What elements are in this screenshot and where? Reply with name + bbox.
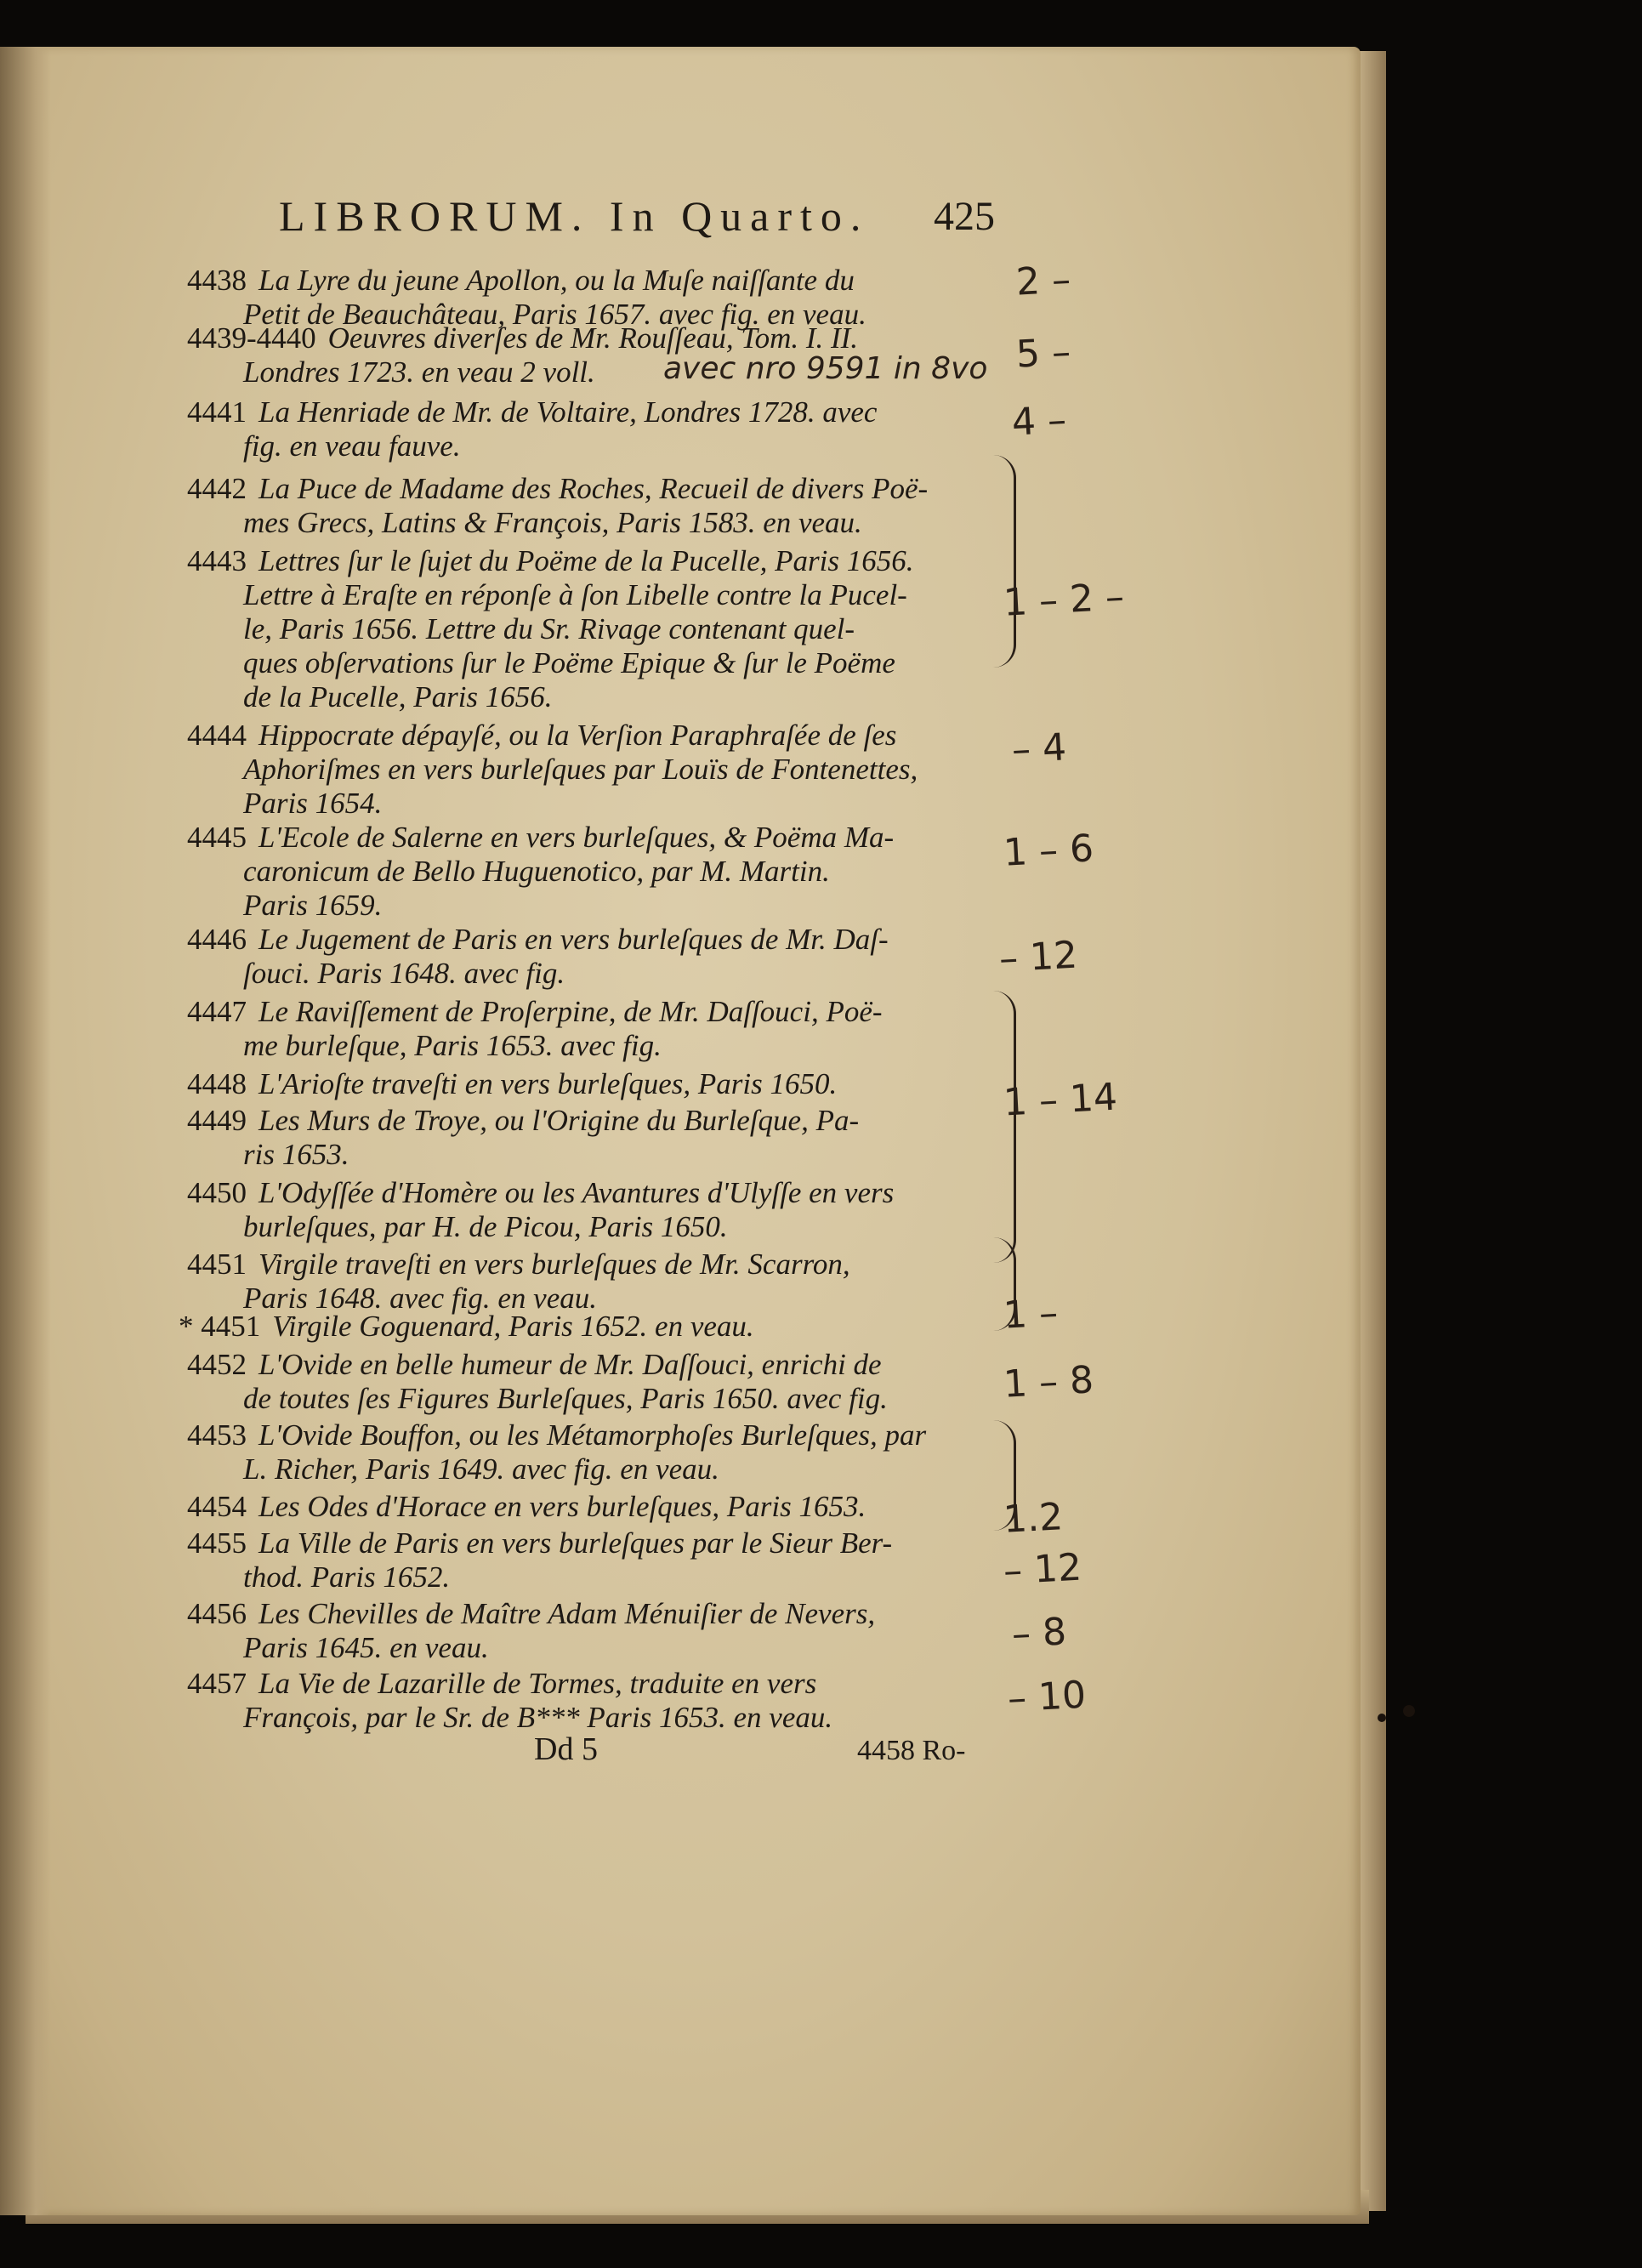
catalog-entry [179,1310,754,1344]
entry-number: 4455 [187,1526,247,1560]
catalog-entry [187,1490,866,1524]
entry-continuation-line: François, par le Sr. de B*** Paris 1653. en veau. [243,1701,833,1734]
entry-title: L'Arioſte traveſti en vers burleſques, Paris 1650. [259,1067,838,1100]
catalog-entry [187,395,877,463]
entry-number: 4452 [187,1348,247,1381]
entry-number: 4445 [187,821,247,854]
price-mark: 1 – 14 [1002,1075,1119,1125]
entry-first-line [187,1176,894,1210]
entry-title: L'Ovide en belle humeur de Mr. Daſſouci, enrichi de [259,1348,882,1381]
price-mark: 1 – [1002,1291,1060,1338]
catalog-entry [187,1067,837,1101]
entry-number: 4441 [187,395,247,429]
entry-continuation-line: Aphoriſmes en vers burleſques par Louïs de Fontenettes, [243,753,918,786]
entry-continuation-line: burleſques, par H. de Picou, Paris 1650. [243,1210,728,1243]
entry-number: 4446 [187,923,247,956]
catalog-entry [187,321,988,389]
entry-first-line [187,544,914,578]
entry-first-line [187,1667,832,1701]
entry-continuation-line: Lettre à Eraſte en réponſe à ſon Libelle contre la Pucel- [243,578,907,611]
entry-title: La Lyre du jeune Apollon, ou la Muſe naiſſante du [259,264,855,297]
entry-continuation-line: de toutes ſes Figures Burleſques, Paris 1650. avec fig. [243,1382,888,1415]
entry-first-line [187,995,883,1029]
catalog-entry [187,1418,926,1486]
price-mark: 1 – 6 [1002,827,1095,875]
catalog-entry [187,719,918,821]
price-mark: – 12 [1002,1545,1083,1594]
entry-title: La Henriade de Mr. de Voltaire, Londres 1728. avec [259,395,878,429]
entry-number: 4442 [187,472,247,505]
entry-continuation-line: ris 1653. [243,1138,349,1171]
catalog-entry [187,1176,894,1244]
entry-title: Le Jugement de Paris en vers burleſques de Mr. Daſ- [259,923,889,956]
entry-continuation-line: ſouci. Paris 1648. avec fig. [243,957,565,990]
catalog-entry [187,1104,859,1172]
entry-title: Le Raviſſement de Proſerpine, de Mr. Daſſouci, Poë- [259,995,883,1028]
catalog-entry [187,821,894,923]
entry-continuation-line: mes Grecs, Latins & François, Paris 1583. en veau. [243,506,862,539]
entry-first-line [187,1104,859,1138]
gutter-shadow [0,47,51,2215]
entry-number: 4454 [187,1490,247,1523]
handwritten-brace [993,1420,1016,1531]
entry-title: Les Odes d'Horace en vers burleſques, Paris 1653. [259,1490,866,1523]
price-mark: – 8 [1010,1610,1068,1657]
entry-number: * 4451 [179,1310,261,1343]
entry-first-line [179,1310,754,1344]
entry-continuation-line: Londres 1723. en veau 2 voll. [243,355,595,389]
entry-continuation-line: thod. Paris 1652. [243,1560,451,1594]
entry-number: 4448 [187,1067,247,1100]
entry-first-line [187,1418,926,1452]
entry-continuation-line: Paris 1659. [243,889,383,922]
catalog-entry [187,1348,888,1416]
entry-continuation-line: Paris 1654. [243,787,383,820]
entry-first-line [187,923,889,957]
catalog-entry [187,1248,850,1316]
ink-blot [1403,1705,1415,1717]
entry-first-line [187,1597,875,1631]
entry-continuation-line: fig. en veau fauve. [243,429,461,463]
entry-first-line [187,395,877,429]
entry-number: 4443 [187,544,247,577]
running-title: LIBRORUM. In Quarto. [279,192,870,240]
entry-continuation-line: le, Paris 1656. Lettre du Sr. Rivage contenant quel- [243,612,855,645]
entry-continuation-line: L. Richer, Paris 1649. avec fig. en veau. [243,1452,719,1486]
entry-title: Oeuvres diverſes de Mr. Rouſſeau, Tom. I. II. [327,321,859,355]
entry-number: 4439-4440 [187,321,316,355]
handwritten-brace [993,1237,1016,1331]
catalog-entry [187,995,883,1063]
entry-title: Virgile traveſti en vers burleſques de Mr. Scarron, [259,1248,850,1281]
entry-number: 4451 [187,1248,247,1281]
price-mark: 2 – [1014,258,1072,304]
entry-title: La Puce de Madame des Roches, Recueil de divers Poë- [259,472,929,505]
entry-first-line [187,321,858,355]
entry-number: 4456 [187,1597,247,1630]
entry-first-line [187,719,918,753]
entry-title: L'Ecole de Salerne en vers burleſques, & Poëma Ma- [259,821,895,854]
entry-first-line [187,1526,892,1560]
entry-title: L'Odyſſée d'Homère ou les Avantures d'Ulyſſe en vers [259,1176,895,1209]
entry-first-line [187,1067,837,1101]
entry-number: 4453 [187,1418,247,1452]
entry-title: La Vie de Lazarille de Tormes, traduite en vers [259,1667,817,1700]
entry-title: Les Murs de Troye, ou l'Origine du Burleſque, Pa- [259,1104,860,1137]
handwritten-brace [993,455,1016,668]
price-mark: 1.2 [1002,1495,1065,1542]
catalog-entry [187,1526,892,1594]
entry-number: 4449 [187,1104,247,1137]
price-mark: – 10 [1006,1673,1088,1721]
entry-continuation-line: Petit de Beauchâteau, Paris 1657. avec fig. en veau. [243,298,866,331]
entry-first-line [187,1248,850,1282]
catalog-entry [187,1597,875,1665]
entry-number: 4447 [187,995,247,1028]
entry-first-line [187,1490,866,1524]
handwritten-brace [993,991,1016,1263]
price-mark: 4 – [1010,398,1068,445]
entry-continuation-line: ques obſervations ſur le Poëme Epique & ſur le Poëme [243,646,895,679]
entry-number: 4450 [187,1176,247,1209]
entry-title: L'Ovide Bouffon, ou les Métamorphoſes Burleſques, par [259,1418,927,1452]
entry-number: 4444 [187,719,247,752]
entry-continuation-line: Paris 1648. avec fig. en veau. [243,1282,598,1315]
entry-first-line [187,821,894,855]
running-header [279,191,1129,251]
price-mark: – 4 [1010,725,1068,772]
price-mark: – 12 [997,933,1079,981]
entry-title: Virgile Goguenard, Paris 1652. en veau. [272,1310,754,1343]
entry-continuation-line: de la Pucelle, Paris 1656. [243,680,553,713]
entry-first-line [187,264,866,298]
entry-title: Hippocrate dépayſé, ou la Verſion Paraphraſée de ſes [259,719,897,752]
handwritten-note: avec nro 9591 in 8vo [663,351,988,386]
entry-continuation-line: Paris 1645. en veau. [243,1631,489,1664]
entry-number: 4438 [187,264,247,297]
price-mark: 5 – [1014,330,1072,377]
entry-continuation-line: me burleſque, Paris 1653. avec fig. [243,1029,662,1062]
price-mark: 1 – 8 [1002,1358,1095,1407]
page-number: 425 [934,194,995,239]
entry-title: La Ville de Paris en vers burleſques par le Sieur Ber- [259,1526,893,1560]
price-mark: 1 – 2 – [1002,575,1126,625]
ink-blot [1378,1714,1386,1722]
catalog-entry [187,472,928,540]
entry-first-line [187,1348,888,1382]
entry-title: Les Chevilles de Maître Adam Ménuiſier de Nevers, [259,1597,876,1630]
entry-title: Lettres ſur le ſujet du Poëme de la Pucelle, Paris 1656. [259,544,914,577]
catalog-entry [187,1667,832,1735]
signature-mark: Dd 5 [534,1731,598,1767]
entry-first-line [187,472,928,506]
catalog-entry [187,923,889,991]
catchword: 4458 Ro- [857,1735,966,1766]
entry-number: 4457 [187,1667,247,1700]
catalog-entry [187,544,914,714]
entry-continuation-line: caronicum de Bello Huguenotico, par M. Martin. [243,855,830,888]
